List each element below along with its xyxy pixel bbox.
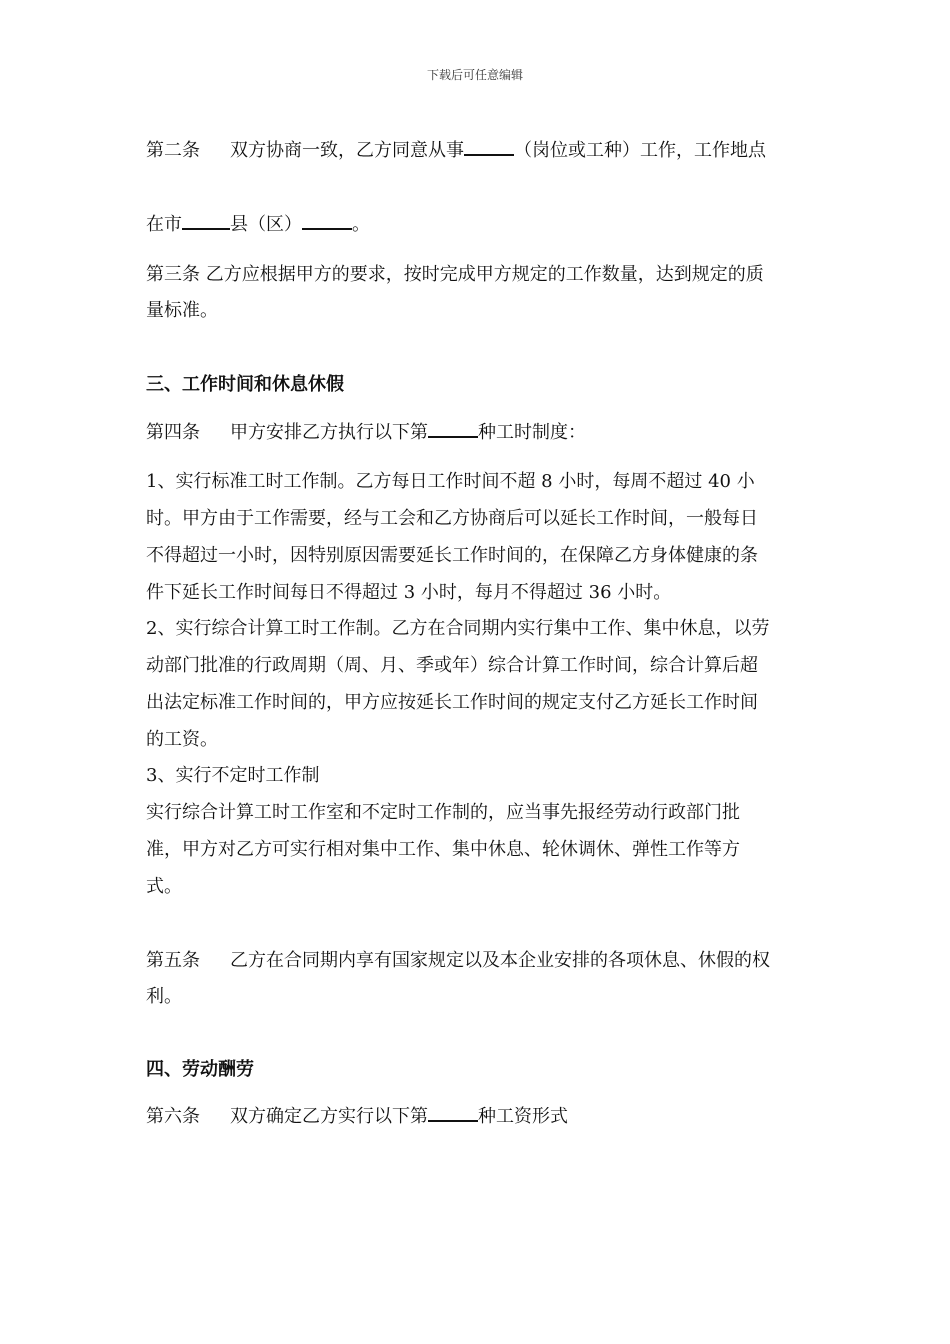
article-2-text-d: 县（区） bbox=[230, 214, 302, 235]
article-4-text-a: 甲方安排乙方执行以下第 bbox=[230, 422, 428, 443]
article-2-line-1 bbox=[146, 138, 806, 164]
item-1-line-2: 时。甲方由于工作需要，经与工会和乙方协商后可以延长工作时间，一般每日 bbox=[146, 508, 758, 529]
article-4-text-b: 种工时制度： bbox=[478, 422, 586, 443]
item-2-line-4: 的工资。 bbox=[146, 729, 218, 750]
item-2-line-2: 动部门批准的行政周期（周、月、季或年）综合计算工作时间，综合计算后超 bbox=[146, 655, 758, 676]
article-5-text: 乙方在合同期内享有国家规定以及本企业安排的各项休息、休假的权 bbox=[230, 950, 770, 971]
section-3-title: 三、工作时间和休息休假 bbox=[146, 374, 344, 395]
item-2-line-1: 2、实行综合计算工时工作制。乙方在合同期内实行集中工作、集中休息，以劳 bbox=[146, 618, 770, 639]
article-3-line-1: 第三条 乙方应根据甲方的要求，按时完成甲方规定的工作数量，达到规定的质 bbox=[146, 264, 764, 285]
item-3-line-3: 准，甲方对乙方可实行相对集中工作、集中休息、轮休调休、弹性工作等方 bbox=[146, 839, 740, 860]
article-6-line bbox=[146, 1104, 806, 1130]
article-4-line bbox=[146, 420, 806, 446]
article-6-text-b: 种工资形式 bbox=[478, 1106, 568, 1127]
article-2-text-b: （岗位或工种）工作，工作地点 bbox=[514, 140, 766, 161]
page-header-note: 下载后可任意编辑 bbox=[426, 68, 523, 82]
section-4-title: 四、劳动酬劳 bbox=[146, 1059, 254, 1080]
article-5-line-1 bbox=[146, 948, 806, 974]
blank-field-wage-type bbox=[428, 1104, 478, 1122]
article-5-label: 第五条 bbox=[146, 950, 200, 971]
blank-field-position bbox=[464, 138, 514, 156]
item-1-line-3: 不得超过一小时，因特别原因需要延长工作时间的，在保障乙方身体健康的条 bbox=[146, 545, 758, 566]
article-5-line-2: 利。 bbox=[146, 986, 182, 1007]
article-2-text-c: 在市 bbox=[146, 214, 182, 235]
item-3-line-2: 实行综合计算工时工作室和不定时工作制的，应当事先报经劳动行政部门批 bbox=[146, 802, 740, 823]
article-3-line-2: 量标准。 bbox=[146, 300, 218, 321]
article-2-line-2 bbox=[146, 212, 806, 238]
blank-field-district bbox=[302, 212, 352, 230]
article-4-label: 第四条 bbox=[146, 422, 200, 443]
item-3-line-1: 3、实行不定时工作制 bbox=[146, 765, 320, 786]
article-2-text-e: 。 bbox=[352, 214, 370, 235]
article-2-text-a: 双方协商一致，乙方同意从事 bbox=[230, 140, 464, 161]
blank-field-city bbox=[182, 212, 230, 230]
item-2-line-3: 出法定标准工作时间的，甲方应按延长工作时间的规定支付乙方延长工作时间 bbox=[146, 692, 758, 713]
article-2-label: 第二条 bbox=[146, 140, 200, 161]
item-3-line-4: 式。 bbox=[146, 876, 182, 897]
item-1-line-1: 1、实行标准工时工作制。乙方每日工作时间不超 8 小时，每周不超过 40 小 bbox=[146, 471, 755, 492]
article-6-label: 第六条 bbox=[146, 1106, 200, 1127]
article-6-text-a: 双方确定乙方实行以下第 bbox=[230, 1106, 428, 1127]
item-1-line-4: 件下延长工作时间每日不得超过 3 小时，每月不得超过 36 小时。 bbox=[146, 582, 672, 603]
blank-field-hours-type bbox=[428, 420, 478, 438]
